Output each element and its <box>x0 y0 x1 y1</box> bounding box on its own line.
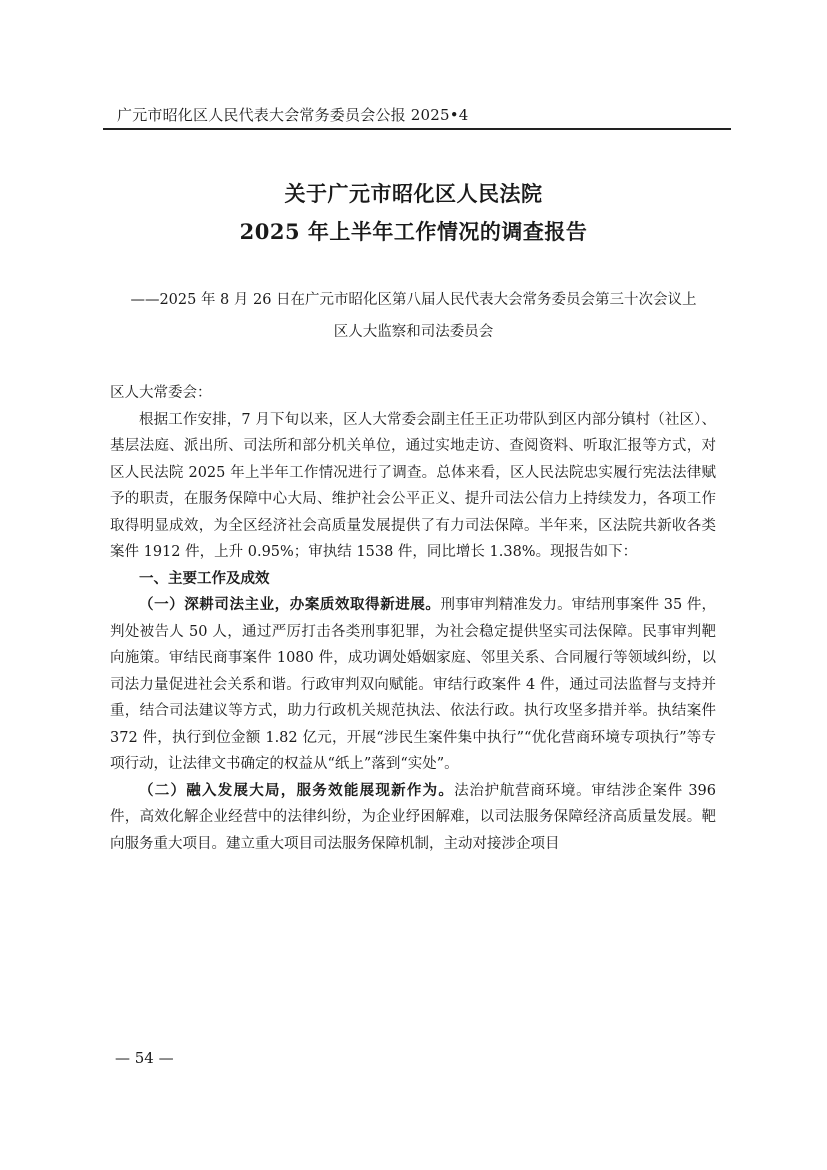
page-header-text: 广元市昭化区人民代表大会常务委员会公报 2025•4 <box>117 106 469 124</box>
page-header <box>103 102 731 130</box>
document-subtitle-line-1: ——2025 年 8 月 26 日在广元市昭化区第八届人民代表大会常务委员会第三十次会议上 <box>130 292 697 308</box>
subsection-1-text: 刑事审判精准发力。审结刑事案件 35 件，判处被告人 50 人，通过严厉打击各类刑事犯罪，为社会稳定提供坚实司法保障。民事审判靶向施策。审结民商事案件 1080 件，成功调处婚姻家庭、邻里关系、合同履行等领域纠纷，以司法力量促进社会关系和谐。行政审判双向赋能。审结行政案件 4 件，通过司法监督与支持并重，结合司法建议等方式，助力行政机关规范执法、依法行政。执行攻坚多措并举。执结案件 372 件，执行到位金额 1.82 亿元，开展“涉民生案件集中执行”“优化营商环境专项执行”等专项行动，让法律文书确定的权益从“纸上”落到“实处”。 <box>110 597 717 772</box>
intro-paragraph: 根据工作安排，7 月下旬以来，区人大常委会副主任王正功带队到区内部分镇村（社区）、基层法庭、派出所、司法所和部分机关单位，通过实地走访、查阅资料、听取汇报等方式，对区人民法院 2025 年上半年工作情况进行了调查。总体来看，区人民法院忠实履行宪法法律赋予的职责，在服务保障中心大局、维护社会公平正义、提升司法公信力上持续发力，各项工作取得明显成效，为全区经济社会高质量发展提供了有力司法保障。半年来，区法院共新收各类案件 1912 件，上升 0.95%；审执结 1538 件，同比增长 1.38%。现报告如下： <box>110 411 716 560</box>
subsection-2-text: 法治护航营商环境。审结涉企案件 396 件，高效化解企业经营中的法律纠纷，为企业纾困解难，以司法服务保障经济高质量发展。靶向服务重大项目。建立重大项目司法服务保障机制，主动对接涉企项目 <box>110 782 716 852</box>
document-title-line-2: 2025 年上半年工作情况的调查报告 <box>239 219 588 244</box>
document-subtitle-line-2: 区人大监察和司法委员会 <box>333 324 494 340</box>
page-number: — 54 — <box>115 1049 174 1067</box>
document-title-line-1: 关于广元市昭化区人民法院 <box>284 181 543 206</box>
subsection-2-paragraph <box>110 778 716 858</box>
subsection-1-heading: （一）深耕司法主业，办案质效取得新进展。 <box>139 596 441 613</box>
subsection-2-heading: （二）融入发展大局，服务效能展现新作为。 <box>139 781 455 799</box>
subsection-1-paragraph <box>110 592 716 778</box>
document-body <box>110 380 716 857</box>
salutation: 区人大常委会： <box>110 385 212 401</box>
section-1-heading: 一、主要工作及成效 <box>139 570 270 587</box>
